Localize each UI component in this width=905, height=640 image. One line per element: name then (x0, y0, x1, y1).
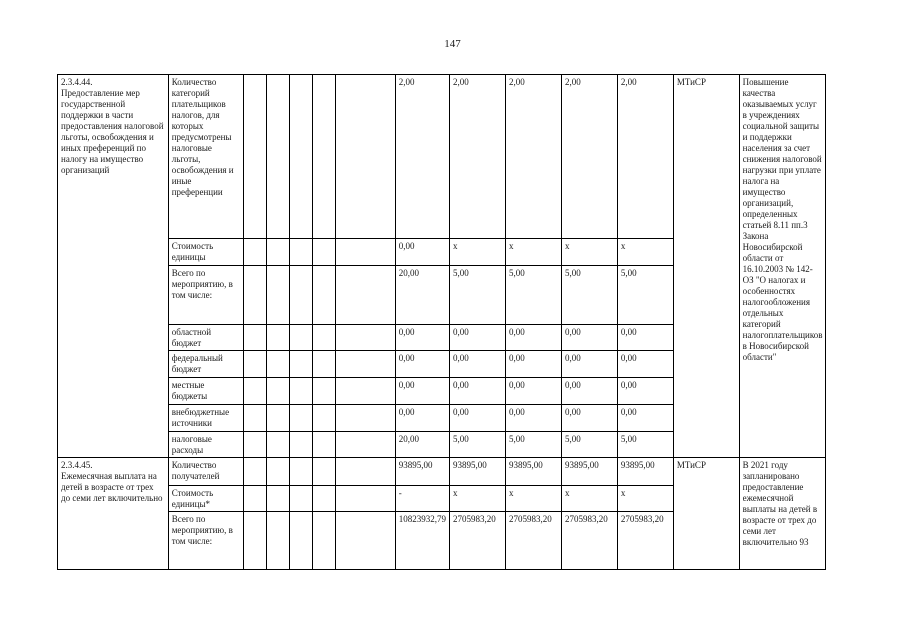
empty-cell (336, 266, 396, 325)
value-cell: 0,00 (395, 378, 449, 405)
indicator-cell: Количество категорий плательщиков налогов, для которых предусмотрены налоговые льготы, освобождения и иные преференции (168, 75, 243, 239)
empty-cell (266, 351, 290, 378)
indicator-cell: налоговые расходы (168, 432, 243, 458)
empty-cell (336, 239, 396, 266)
executor-cell: МТиСР (673, 458, 739, 570)
empty-cell (243, 75, 266, 239)
value-cell: 0,00 (395, 405, 449, 432)
empty-cell (290, 405, 313, 432)
value-cell: 0,00 (561, 405, 617, 432)
empty-cell (290, 75, 313, 239)
value-cell: 0,00 (450, 351, 506, 378)
value-cell: - (395, 486, 449, 512)
indicator-cell: Количество получателей (168, 458, 243, 486)
empty-cell (266, 378, 290, 405)
value-cell: 2,00 (617, 75, 673, 239)
empty-cell (290, 325, 313, 351)
empty-cell (313, 378, 336, 405)
value-cell: 0,00 (617, 351, 673, 378)
value-cell: 0,00 (395, 351, 449, 378)
value-cell: 0,00 (617, 325, 673, 351)
empty-cell (313, 75, 336, 239)
empty-cell (313, 405, 336, 432)
empty-cell (336, 512, 396, 570)
empty-cell (290, 239, 313, 266)
value-cell: 2,00 (505, 75, 561, 239)
value-cell: 0,00 (617, 378, 673, 405)
empty-cell (243, 486, 266, 512)
empty-cell (336, 432, 396, 458)
value-cell: 2705983,20 (450, 512, 506, 570)
value-cell: x (561, 486, 617, 512)
value-cell: 0,00 (450, 378, 506, 405)
empty-cell (313, 266, 336, 325)
indicator-cell: областной бюджет (168, 325, 243, 351)
value-cell: x (450, 239, 506, 266)
value-cell: 0,00 (561, 351, 617, 378)
empty-cell (266, 458, 290, 486)
value-cell: 93895,00 (505, 458, 561, 486)
value-cell: 5,00 (450, 266, 506, 325)
indicator-cell: Всего по мероприятию, в том числе: (168, 266, 243, 325)
empty-cell (243, 512, 266, 570)
expected-result-cell: Повышение качества оказываемых услуг в учреждениях социальной защиты и поддержки населения за счет снижения налоговой нагрузки при уплате налога на имущество организаций, определенных статьей 8.11 пп.3 Закона Новосибирской области от 16.10.2003 № 142-ОЗ "О налогах и особенностях налогообложения отдельных категорий налогоплательщиков в Новосибирской области" (739, 75, 826, 458)
empty-cell (313, 351, 336, 378)
empty-cell (313, 486, 336, 512)
empty-cell (313, 325, 336, 351)
value-cell: x (505, 239, 561, 266)
empty-cell (290, 512, 313, 570)
value-cell: x (617, 239, 673, 266)
empty-cell (336, 458, 396, 486)
indicator-cell: Стоимость единицы* (168, 486, 243, 512)
value-cell: 2705983,20 (617, 512, 673, 570)
value-cell: 20,00 (395, 266, 449, 325)
empty-cell (336, 405, 396, 432)
value-cell: 0,00 (450, 325, 506, 351)
value-cell: 0,00 (505, 325, 561, 351)
empty-cell (313, 512, 336, 570)
value-cell: 2,00 (450, 75, 506, 239)
expected-result-cell: В 2021 году запланировано предоставление ежемесячной выплаты на детей в возрасте от трех до семи лет включительно 93 (739, 458, 826, 570)
indicator-cell: внебюджетные источники (168, 405, 243, 432)
value-cell: 0,00 (561, 325, 617, 351)
value-cell: 0,00 (505, 378, 561, 405)
indicator-cell: Всего по мероприятию, в том числе: (168, 512, 243, 570)
value-cell: 0,00 (561, 378, 617, 405)
empty-cell (243, 351, 266, 378)
value-cell: 0,00 (505, 405, 561, 432)
value-cell: 0,00 (395, 239, 449, 266)
empty-cell (266, 239, 290, 266)
empty-cell (243, 325, 266, 351)
value-cell: 0,00 (505, 351, 561, 378)
program-measures-table (57, 74, 905, 570)
empty-cell (266, 486, 290, 512)
empty-cell (266, 75, 290, 239)
empty-cell (336, 75, 396, 239)
empty-cell (243, 239, 266, 266)
measure-name-cell: 2.3.4.45. Ежемесячная выплата на детей в возрасте от трех до семи лет включительно (58, 458, 169, 570)
value-cell: 5,00 (561, 266, 617, 325)
empty-cell (266, 266, 290, 325)
value-cell: 0,00 (617, 405, 673, 432)
empty-cell (313, 432, 336, 458)
value-cell: 5,00 (561, 432, 617, 458)
value-cell: x (505, 486, 561, 512)
empty-cell (266, 512, 290, 570)
empty-cell (313, 458, 336, 486)
value-cell: x (561, 239, 617, 266)
value-cell: 10823932,79 (395, 512, 449, 570)
indicator-cell: Стоимость единицы (168, 239, 243, 266)
value-cell: x (617, 486, 673, 512)
value-cell: 5,00 (505, 432, 561, 458)
table-row (58, 458, 905, 486)
empty-cell (243, 266, 266, 325)
value-cell: 5,00 (617, 432, 673, 458)
value-cell: 5,00 (505, 266, 561, 325)
empty-cell (266, 432, 290, 458)
value-cell: 0,00 (395, 325, 449, 351)
value-cell: 2705983,20 (505, 512, 561, 570)
value-cell: 0,00 (450, 405, 506, 432)
empty-cell (266, 405, 290, 432)
empty-cell (336, 486, 396, 512)
empty-cell (243, 432, 266, 458)
empty-cell (290, 378, 313, 405)
value-cell: 93895,00 (617, 458, 673, 486)
measure-name-cell: 2.3.4.44. Предоставление мер государственной поддержки в части предоставления налоговой льготы, освобождения и иных преференций по налогу на имущество организаций (58, 75, 169, 458)
indicator-cell: местные бюджеты (168, 378, 243, 405)
empty-cell (336, 325, 396, 351)
value-cell: 5,00 (450, 432, 506, 458)
value-cell: 2705983,20 (561, 512, 617, 570)
value-cell: 2,00 (561, 75, 617, 239)
empty-cell (243, 405, 266, 432)
table-row (58, 75, 905, 239)
executor-cell: МТиСР (673, 75, 739, 458)
empty-cell (336, 351, 396, 378)
empty-cell (243, 378, 266, 405)
empty-cell (266, 325, 290, 351)
empty-cell (290, 458, 313, 486)
value-cell: x (450, 486, 506, 512)
value-cell: 2,00 (395, 75, 449, 239)
value-cell: 93895,00 (561, 458, 617, 486)
value-cell: 93895,00 (450, 458, 506, 486)
value-cell: 93895,00 (395, 458, 449, 486)
empty-cell (243, 458, 266, 486)
value-cell: 20,00 (395, 432, 449, 458)
indicator-cell: федеральный бюджет (168, 351, 243, 378)
empty-cell (313, 239, 336, 266)
value-cell: 5,00 (617, 266, 673, 325)
empty-cell (290, 266, 313, 325)
page-number: 147 (444, 38, 461, 50)
empty-cell (290, 432, 313, 458)
empty-cell (290, 351, 313, 378)
empty-cell (290, 486, 313, 512)
empty-cell (336, 378, 396, 405)
